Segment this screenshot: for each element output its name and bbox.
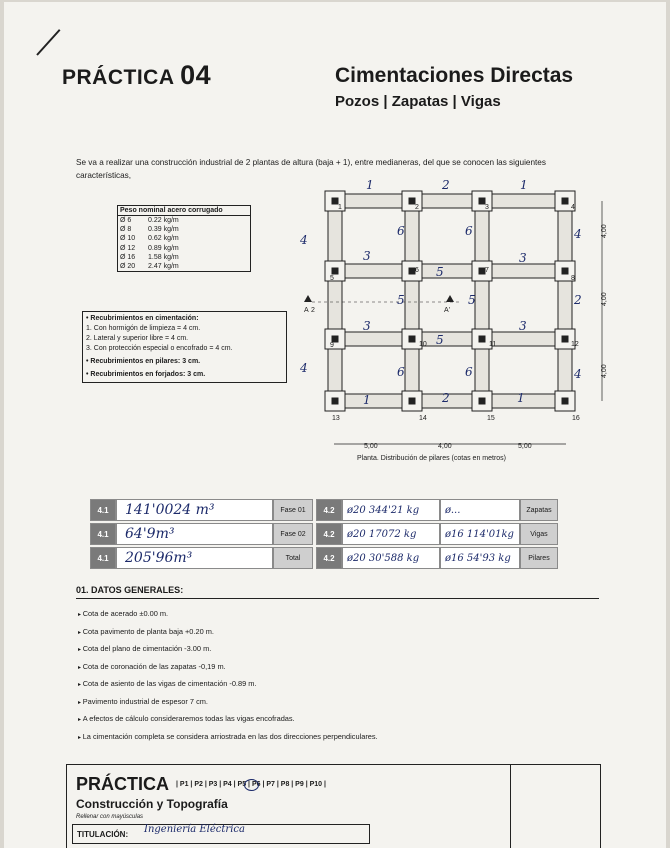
intro-text: Se va a realizar una construcción industrial de 2 plantas de altura (baja + 1), entre medianeras, del que se conocen las siguientes características,: [76, 158, 546, 180]
dimension-y: 4,00: [601, 292, 608, 306]
list-item: ▸ Cota de asiento de las vigas de cimentación -0.89 m.: [78, 676, 378, 694]
list-item: ▸ Cota de coronación de las zapatas -0,19 m.: [78, 659, 378, 677]
footer-pages: | P1 | P2 | P3 | P4 | P5 | P6 | P7 | P8 | P9 | P10 |: [176, 781, 326, 788]
element-label: Vigas: [520, 523, 558, 545]
steel-diameter: Ø 8: [120, 226, 132, 234]
beam: [328, 194, 342, 408]
handwritten-beam-type: 4: [574, 367, 582, 381]
column: [332, 268, 338, 274]
footer-divider: [510, 764, 511, 848]
steel-diameter: Ø 12: [120, 244, 136, 252]
beam: [405, 194, 419, 408]
footer-note: Rellenar con mayúsculas: [76, 814, 144, 820]
dimension-x: 5,00: [364, 443, 378, 450]
cover-forjados: • Recubrimientos en forjados: 3 cm.: [86, 371, 206, 378]
list-item: ▸ Pavimento industrial de espesor 7 cm.: [78, 694, 378, 712]
steel-table-header: Peso nominal acero corrugado: [118, 206, 250, 216]
cover-line: 3. Con protección especial o encofrado = 4 cm.: [86, 345, 233, 352]
column: [562, 268, 568, 274]
handwritten-beam-type: 1: [363, 393, 371, 407]
steel-diameter: Ø 20: [120, 263, 136, 271]
column-number: 12: [571, 341, 579, 348]
section-label-a-prime: A': [444, 307, 451, 314]
results-row: [90, 547, 574, 569]
question-number: 4.1: [90, 547, 116, 569]
answer-steel-a[interactable]: ø20 30'588 kg: [342, 547, 440, 569]
results-row: [90, 523, 574, 545]
handwritten-beam-type: 1: [517, 391, 525, 405]
column-number: 10: [419, 341, 427, 348]
handwritten-beam-type: 4: [300, 361, 308, 375]
handwritten-beam-type: 3: [363, 249, 371, 263]
column-number: 5: [330, 275, 334, 282]
question-number: 4.1: [90, 523, 116, 545]
list-item: ▸ A efectos de cálculo consideraremos todas las vigas encofradas.: [78, 711, 378, 729]
beam: [328, 332, 572, 346]
steel-weight-table: [117, 205, 251, 272]
element-label: Zapatas: [520, 499, 558, 521]
handwritten-beam-type: 6: [465, 224, 473, 238]
column-number: 9: [330, 342, 334, 349]
document-subtitle: Pozos | Zapatas | Vigas: [335, 93, 501, 110]
beam: [328, 194, 572, 208]
cover-pilares-text: Recubrimientos en pilares: 3 cm.: [90, 358, 201, 365]
answer-steel-b[interactable]: ø16 54'93 kg: [440, 547, 520, 569]
list-item: ▸ Cota de acerado ±0.00 m.: [78, 606, 378, 624]
column: [562, 336, 568, 342]
section-label-a: A: [304, 307, 309, 314]
steel-row: [118, 234, 250, 243]
answer-steel-b[interactable]: ø16 114'01kg: [440, 523, 520, 545]
column: [562, 398, 568, 404]
handwritten-beam-type: 3: [519, 251, 527, 265]
pen-mark: [36, 29, 60, 56]
column: [479, 336, 485, 342]
column-number: 2: [311, 307, 315, 314]
column: [479, 398, 485, 404]
handwritten-beam-type: 3: [519, 319, 527, 333]
column-number: 3: [485, 204, 489, 211]
answer-steel-a[interactable]: ø20 344'21 kg: [342, 499, 440, 521]
answer-volume[interactable]: 64'9m³: [116, 523, 273, 545]
column: [409, 398, 415, 404]
question-number: 4.2: [316, 547, 342, 569]
steel-row: [118, 216, 250, 225]
steel-weight: 0.62 kg/m: [148, 235, 179, 243]
footer-subtitle: Construcción y Topografía: [76, 797, 228, 811]
steel-row: [118, 225, 250, 234]
divider: [76, 598, 599, 599]
handwritten-beam-type: 6: [397, 224, 405, 238]
handwritten-beam-type: 2: [442, 178, 450, 192]
dimension-x: 5,00: [518, 443, 532, 450]
steel-weight: 2.47 kg/m: [148, 263, 179, 271]
steel-weight: 1.58 kg/m: [148, 253, 179, 261]
general-data-list: [78, 606, 378, 746]
steel-weight: 0.89 kg/m: [148, 244, 179, 252]
column-number: 13: [332, 415, 340, 422]
handwritten-circle: [244, 779, 259, 791]
cover-pilares: • Recubrimientos en pilares: 3 cm.: [86, 358, 201, 365]
section-heading: 01. DATOS GENERALES:: [76, 585, 184, 595]
titulacion-value[interactable]: Ingeniería Eléctrica: [144, 824, 245, 835]
beam: [558, 194, 572, 408]
question-number: 4.1: [90, 499, 116, 521]
phase-label: Total: [273, 547, 313, 569]
column: [409, 336, 415, 342]
column-number: 14: [419, 415, 427, 422]
column-number: 7: [485, 267, 489, 274]
steel-diameter: Ø 16: [120, 253, 136, 261]
phase-label: Fase 02: [273, 523, 313, 545]
column-layout-plan: [294, 172, 624, 452]
handwritten-beam-type: 4: [300, 233, 308, 247]
beam: [475, 194, 489, 408]
answer-steel-b[interactable]: ø...: [440, 499, 520, 521]
handwritten-beam-type: 6: [465, 365, 473, 379]
dimension-y: 4,00: [601, 224, 608, 238]
steel-diameter: Ø 10: [120, 235, 136, 243]
document-title: Cimentaciones Directas: [335, 64, 574, 87]
handwritten-beam-type: 4: [574, 227, 582, 241]
exercise-sheet: [4, 2, 666, 848]
handwritten-beam-type: 2: [574, 293, 582, 307]
practice-number: 04: [180, 60, 212, 90]
titulacion-label: TITULACIÓN:: [77, 830, 129, 839]
cover-line: 2. Lateral y superior libre = 4 cm.: [86, 335, 189, 342]
column-number: 2: [415, 204, 419, 211]
steel-row: [118, 262, 250, 271]
answer-volume[interactable]: 141'0024 m³: [116, 499, 273, 521]
question-number: 4.2: [316, 499, 342, 521]
phase-label: Fase 01: [273, 499, 313, 521]
column-number: 11: [489, 341, 497, 348]
answer-steel-a[interactable]: ø20 17072 kg: [342, 523, 440, 545]
cover-line: 1. Con hormigón de limpieza = 4 cm.: [86, 325, 201, 332]
section-arrow: [304, 295, 312, 302]
steel-row: [118, 244, 250, 253]
element-label: Pilares: [520, 547, 558, 569]
handwritten-beam-type: 5: [468, 293, 476, 307]
column-number: 4: [571, 204, 575, 211]
cover-box: [82, 311, 287, 383]
results-row: [90, 499, 574, 521]
answer-volume[interactable]: 205'96m³: [116, 547, 273, 569]
column-number: 6: [415, 267, 419, 274]
dimension-y: 4,00: [601, 364, 608, 378]
cover-heading-text: Recubrimientos en cimentación:: [90, 315, 199, 322]
handwritten-beam-type: 5: [436, 265, 444, 279]
handwritten-beam-type: 3: [363, 319, 371, 333]
beam: [328, 264, 572, 278]
handwritten-beam-type: 5: [397, 293, 405, 307]
list-item: ▸ La cimentación completa se considera arriostrada en las dos direcciones perpendiculares.: [78, 729, 378, 747]
column: [332, 398, 338, 404]
question-number: 4.2: [316, 523, 342, 545]
list-item: ▸ Cota pavimento de planta baja +0.20 m.: [78, 624, 378, 642]
handwritten-beam-type: 1: [520, 178, 528, 192]
column: [562, 198, 568, 204]
plan-caption: Planta. Distribución de pilares (cotas en metros): [357, 455, 507, 462]
steel-diameter: Ø 6: [120, 217, 132, 224]
cover-forjados-text: Recubrimientos en forjados: 3 cm.: [90, 371, 206, 378]
handwritten-beam-type: 1: [366, 178, 374, 192]
practice-label: PRÁCTICA: [62, 66, 174, 89]
handwritten-beam-type: 5: [436, 333, 444, 347]
results-table: [90, 499, 574, 571]
steel-row: [118, 253, 250, 262]
steel-weight: 0.22 kg/m: [148, 217, 179, 224]
handwritten-beam-type: 6: [397, 365, 405, 379]
column-number: 1: [338, 204, 342, 211]
column-number: 16: [572, 415, 580, 422]
handwritten-beam-type: 2: [442, 391, 450, 405]
practice-title: [62, 60, 211, 91]
footer-title: PRÁCTICA: [76, 774, 169, 794]
column-number: 8: [571, 275, 575, 282]
list-item: ▸ Cota del plano de cimentación -3.00 m.: [78, 641, 378, 659]
dimension-x: 4,00: [438, 443, 452, 450]
section-arrow: [446, 295, 454, 302]
cover-heading: • Recubrimientos en cimentación:: [86, 315, 199, 322]
steel-weight: 0.39 kg/m: [148, 226, 179, 234]
column-number: 15: [487, 415, 495, 422]
